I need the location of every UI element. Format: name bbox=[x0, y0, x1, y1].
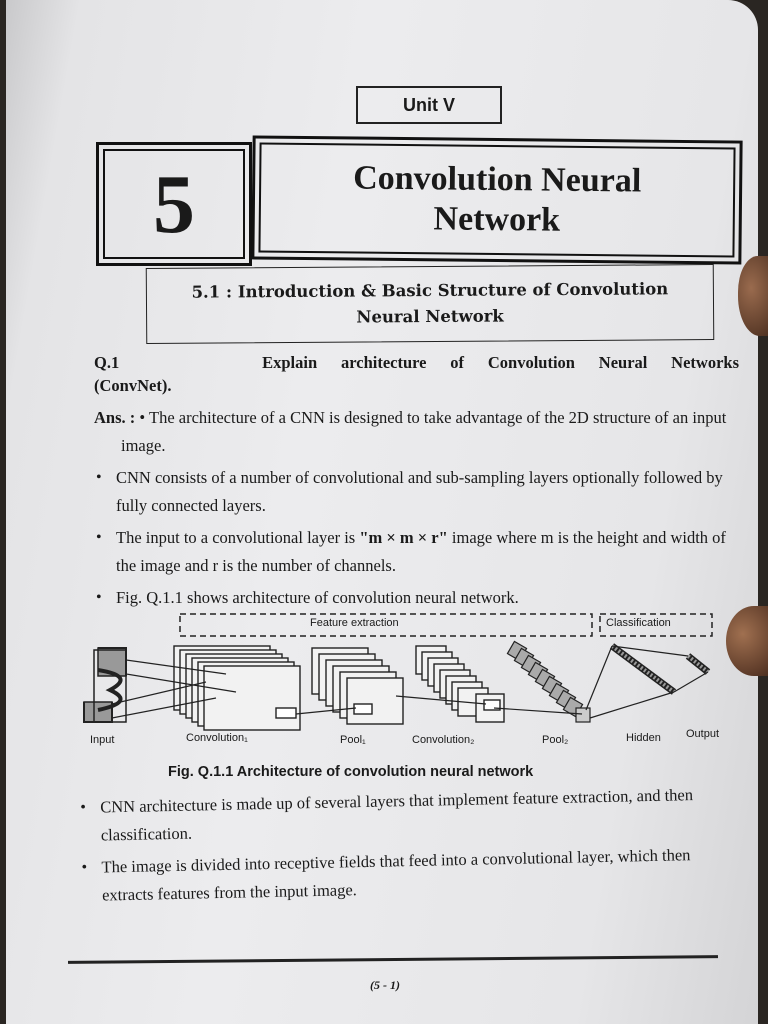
answer-bullet-2: • CNN consists of a number of convolutional and sub-sampling layers optionally followed by fully connected layers. bbox=[94, 464, 739, 520]
footer-rule bbox=[68, 955, 718, 964]
page-number: (5 - 1) bbox=[370, 978, 400, 992]
question-heading bbox=[94, 352, 739, 374]
question-text-line2: (ConvNet). bbox=[94, 376, 172, 395]
label-pool2: Pool₂ bbox=[542, 734, 569, 746]
answer-label: Ans. : bbox=[94, 408, 136, 427]
label-hidden: Hidden bbox=[626, 732, 661, 744]
label-pool1: Pool₁ bbox=[340, 734, 366, 746]
bottom-bullet-2: • The image is divided into receptive fields that feed into a convolutional layer, which then extracts features from the input image. bbox=[79, 840, 740, 910]
chapter-number-box bbox=[96, 142, 252, 266]
feature-extraction-label: Feature extraction bbox=[310, 617, 399, 629]
chapter-title-box bbox=[251, 135, 742, 264]
label-conv2: Convolution₂ bbox=[412, 734, 475, 746]
answer-block bbox=[94, 404, 739, 612]
output-layer bbox=[688, 656, 708, 672]
question-text: Explain architecture of Convolution Neural Networks bbox=[262, 353, 740, 372]
chapter-number: 5 bbox=[103, 149, 245, 259]
question-number: Q.1 bbox=[94, 353, 120, 372]
conv1-stack bbox=[174, 646, 300, 730]
answer-bullet-3: • The input to a convolutional layer is "m × m × r" image where m is the height and width of the image and r is the number of channels. bbox=[94, 524, 739, 580]
bottom-bullets bbox=[78, 780, 740, 910]
label-output: Output bbox=[686, 728, 720, 740]
figure-caption: Fig. Q.1.1 Architecture of convolution neural network bbox=[168, 764, 534, 780]
chapter-title bbox=[258, 143, 735, 258]
book-page bbox=[6, 0, 758, 1024]
answer-bullet-1: Ans. : • The architecture of a CNN is designed to take advantage of the 2D structure of an input image. bbox=[94, 408, 727, 455]
section-heading bbox=[146, 264, 715, 344]
classification-label: Classification bbox=[606, 617, 671, 629]
unit-label: Unit V bbox=[356, 86, 502, 124]
label-input: Input bbox=[90, 734, 115, 746]
conv2-stack bbox=[416, 646, 504, 722]
pool1-stack bbox=[312, 648, 403, 724]
section-heading-line2: Neural Network bbox=[356, 306, 504, 327]
label-conv1: Convolution₁ bbox=[186, 732, 248, 744]
chapter-title-line2: Network bbox=[433, 200, 561, 239]
chapter-title-line1: Convolution Neural bbox=[352, 159, 642, 200]
bottom-bullet-1: • CNN architecture is made up of several layers that implement feature extraction, and then classification. bbox=[78, 780, 739, 850]
answer-bullet-4: • Fig. Q.1.1 shows architecture of convolution neural network. bbox=[94, 584, 739, 612]
section-heading-line1: 5.1 : Introduction & Basic Structure of Convolution bbox=[191, 279, 669, 302]
input-image-stack bbox=[84, 648, 126, 722]
